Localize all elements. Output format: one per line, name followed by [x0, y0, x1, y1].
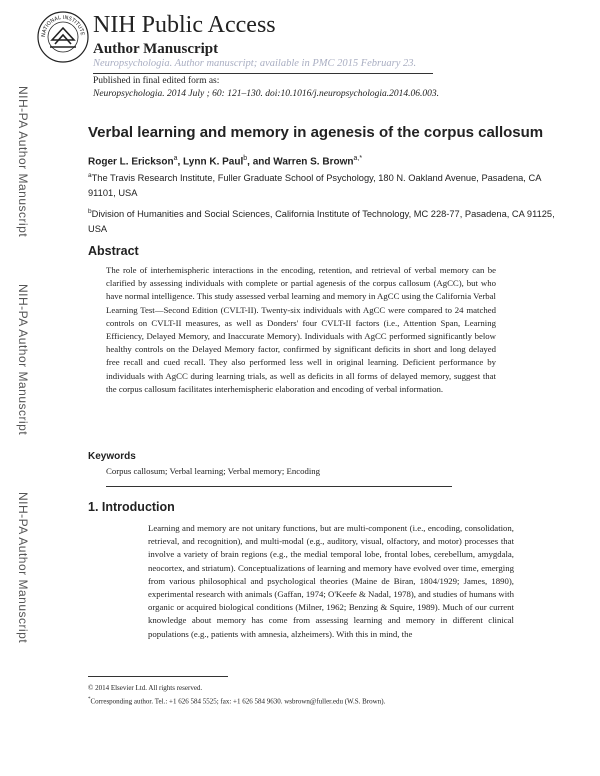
introduction-heading: 1. Introduction [88, 500, 175, 514]
citation-text: Neuropsychologia. 2014 July ; 60: 121–130. doi:10.1016/j.neuropsychologia.2014.06.003. [93, 89, 440, 99]
footnote-text: Corresponding author. Tel.: +1 626 584 5525; fax: +1 626 584 9630. wsbrown@fuller.edu (W.S. Brown). [90, 697, 386, 706]
author-list [88, 155, 362, 167]
affiliation-text: The Travis Research Institute, Fuller Graduate School of Psychology, 180 N. Oakland Avenue, Pasadena, CA 91101, USA [88, 173, 541, 199]
author-sup: b [243, 155, 248, 162]
keywords-divider [106, 486, 452, 487]
header-divider [93, 73, 433, 74]
author-sup: a [173, 155, 178, 162]
footnote-divider [88, 676, 228, 677]
corresponding-author-note [88, 697, 385, 705]
availability-note: Neuropsychologia. Author manuscript; available in PMC 2015 February 23. [93, 58, 417, 69]
copyright-note: © 2014 Elsevier Ltd. All rights reserved. [88, 684, 203, 692]
side-label-top: NIH-PA Author Manuscript [16, 86, 30, 238]
author-separator: , and [247, 156, 274, 168]
side-label-middle: NIH-PA Author Manuscript [16, 284, 30, 436]
side-label-bottom: NIH-PA Author Manuscript [16, 492, 30, 644]
nih-logo [36, 10, 90, 64]
article-title: Verbal learning and memory in agenesis of the corpus callosum [88, 124, 544, 141]
keywords-heading: Keywords [88, 451, 136, 462]
abstract-body: The role of interhemispheric interactions in the encoding, retention, and retrieval of verbal memory can be clarified by assessing individuals with complete or partial agenesis of the corpus callosum (AgCC), but who have normal intelligence. This study assessed verbal learning and memory in AgCC using the California Verbal Learning Test—Second Edition (CVLT-II). Twenty-six individuals with AgCC were compared to 24 matched controls on CVLT-II measures, as well as Donders' four CVLT-II factors (i.e., Attention Span, Learning Efficiency, Delayed Memory, and Inaccurate Memory). Individuals with AgCC performed significantly below healthy controls on the Delayed Memory factor, confirmed by significant deficits in short and long delayed free recall and cued recall. They also performed less well in original learning. Deficient performance by individuals with AgCC during learning trials, as well as deficits in all forms of delayed memory, suggest that the corpus callosum facilitates interhemispheric elaboration and encoding of verbal information. [106, 265, 496, 394]
nih-public-access-title: NIH Public Access [93, 12, 276, 38]
footnote-sup: * [88, 697, 91, 702]
author-name: Lynn K. Paul [183, 156, 244, 168]
affiliation-text: Division of Humanities and Social Sciences, California Institute of Technology, MC 228-77, Pasadena, CA 91125, USA [88, 209, 555, 235]
published-label: Published in final edited form as: [93, 76, 220, 86]
logo-ring-text: NATIONAL INSTITUTE [40, 14, 85, 38]
author-separator: , [177, 156, 184, 168]
abstract-heading: Abstract [88, 244, 139, 258]
author-sup: a,* [353, 155, 363, 162]
affiliation-a [88, 168, 568, 201]
affiliation-b [88, 204, 568, 237]
author-name: Roger L. Erickson [88, 156, 174, 168]
author-manuscript-label: Author Manuscript [93, 41, 219, 57]
keywords-list: Corpus callosum; Verbal learning; Verbal memory; Encoding [106, 466, 321, 476]
affiliation-sup: b [88, 208, 92, 215]
introduction-body: Learning and memory are not unitary functions, but are multi-component (i.e., encoding, consolidation, retrieval, and recognition), and multi-modal (e.g., auditory, visual, olfactory, and motor) processes that involve a variety of brain regions (e.g., the medial temporal lobe, frontal lobes, cerebellum, amygdala, neocortex, and striatum). Conceptualizations of learning and memory have evolved over time, emerging from various philosophical and psychological theories (Maine de Biran, 1804/1929; James, 1890), experimental research with animals (Gaffan, 1974; O'Keefe & Nadal, 1978), and studies of humans with organic or acquired biological conditions (Milner, 1962; Benzing & Squire, 1989). Much of our current knowledge about memory has come from assessing learning and memory in different clinical populations (e.g., patients with amnesia, alzheimers). With this in mind, the [148, 523, 514, 639]
affiliation-sup: a [88, 172, 92, 179]
author-name: Warren S. Brown [273, 156, 354, 168]
citation [93, 89, 439, 99]
